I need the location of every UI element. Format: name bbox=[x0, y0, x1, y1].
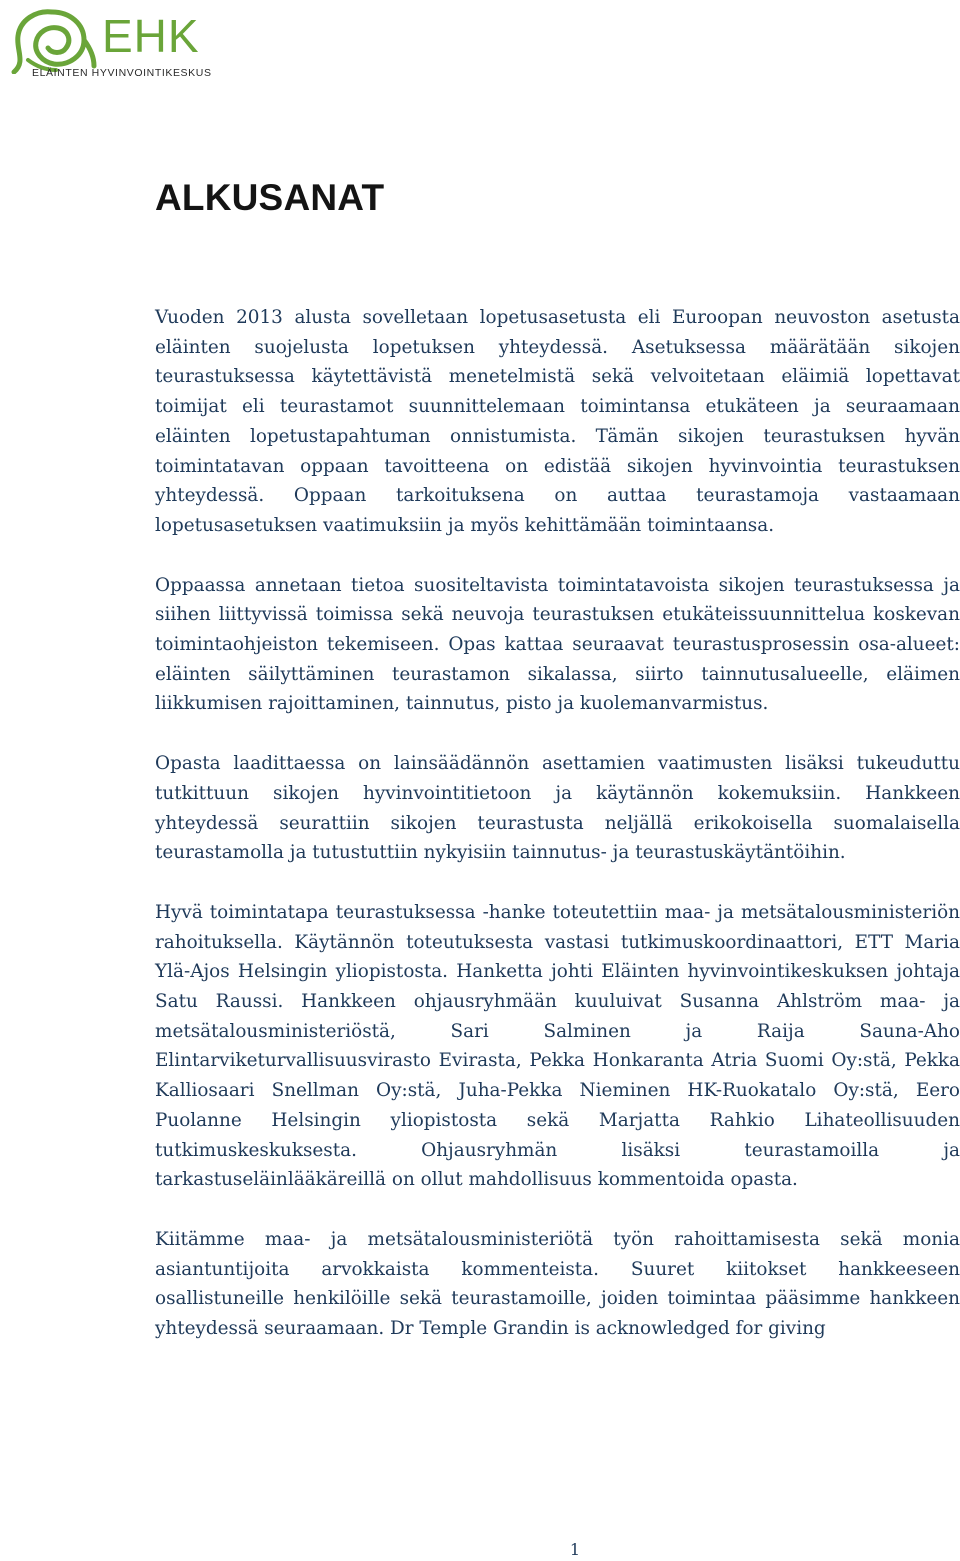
page-title: ALKUSANAT bbox=[155, 177, 385, 218]
paragraph-thanks: Kiitämme maa- ja metsätalousministeriötä työn rahoittamisesta sekä monia asiantuntijoita arvokkaista kommenteista. Suuret kiitokset hankkeeseen osallistuneille henkilöille sekä teurastamoille, joiden toimintaa pääsimme hankkeen yhteydessä seuraamaan. Dr Temple Grandin is acknowledged for giving bbox=[155, 1228, 960, 1340]
paragraph-intro: Vuoden 2013 alusta sovelletaan lopetusasetusta eli Euroopan neuvoston asetusta eläinten suojelusta lopetuksen yhteydessä. Asetuksessa määrätään sikojen teurastuksessa käytettävistä menetelmistä sekä velvoitetaan eläimiä lopettavat toimijat eli teurastamot suunnittelemaan toimintansa etukäteen ja seuraamaan eläinten lopetustapahtuman onnistumista. Tämän sikojen teurastuksen hyvän toimintatavan oppaan tavoitteena on edistää sikojen hyvinvointia teurastuksen yhteydessä. Oppaan tarkoituksena on auttaa teurastamoja vastaamaan lopetusasetuksen vaatimuksiin ja myös kehittämään toimintaansa. bbox=[155, 307, 960, 536]
paragraph-scope: Oppaassa annetaan tietoa suositeltavista toimintatavoista sikojen teurastuksessa ja siihen liittyvissä toimissa sekä neuvoja teurastuksen etukäteissuunnittelua koskevan toimintaohjeiston tekemiseen. Opas kattaa seuraavat teurastusprosessin osa-alueet: eläinten säilyttäminen teurastamon sikalassa, siirto tainnutusalueelle, eläimen liikkumisen rajoittaminen, tainnutus, pisto ja kuolemanvarmistus. bbox=[155, 574, 960, 715]
logo-wordmark: EHK bbox=[102, 10, 200, 62]
swirl-logo-icon bbox=[6, 4, 98, 74]
body-text bbox=[155, 303, 960, 1374]
logo-subtitle: ELÄINTEN HYVINVOINTIKESKUS bbox=[32, 67, 212, 79]
page-number: 1 bbox=[569, 1540, 581, 1559]
paragraph-sources: Opasta laadittaessa on lainsäädännön asettamien vaatimusten lisäksi tukeuduttu tutkittuun sikojen hyvinvointitietoon ja käytännön kokemuksiin. Hankkeen yhteydessä seurattiin sikojen teurastusta neljällä erikokoisella suomalaisella teurastamolla ja tutustuttiin nykyisiin tainnutus- ja teurastuskäytäntöihin. bbox=[155, 753, 960, 864]
ehk-logo bbox=[6, 4, 216, 82]
paragraph-project: Hyvä toimintatapa teurastuksessa -hanke toteutettiin maa- ja metsätalousministeriön rahoituksella. Käytännön toteutuksesta vastasi tutkimuskoordinaattori, ETT Maria Ylä-Ajos Helsingin yliopistosta. Hanketta johti Eläinten hyvinvointikeskuksen johtaja Satu Raussi. Hankkeen ohjausryhmään kuuluivat Susanna Ahlström maa- ja metsätalousministeriöstä, Sari Salminen ja Raija Sauna-Aho Elintarviketurvallisuusvirasto Evirasta, Pekka Honkaranta Atria Suomi Oy:stä, Pekka Kalliosaari Snellman Oy:stä, Juha-Pekka Nieminen HK-Ruokatalo Oy:stä, Eero Puolanne Helsingin yliopistosta sekä Marjatta Rahkio Lihateollisuuden tutkimuskeskuksesta. Ohjausryhmän lisäksi teurastamoilla ja tarkastuseläinlääkäreillä on ollut mahdollisuus kommentoida opasta. bbox=[155, 901, 960, 1191]
